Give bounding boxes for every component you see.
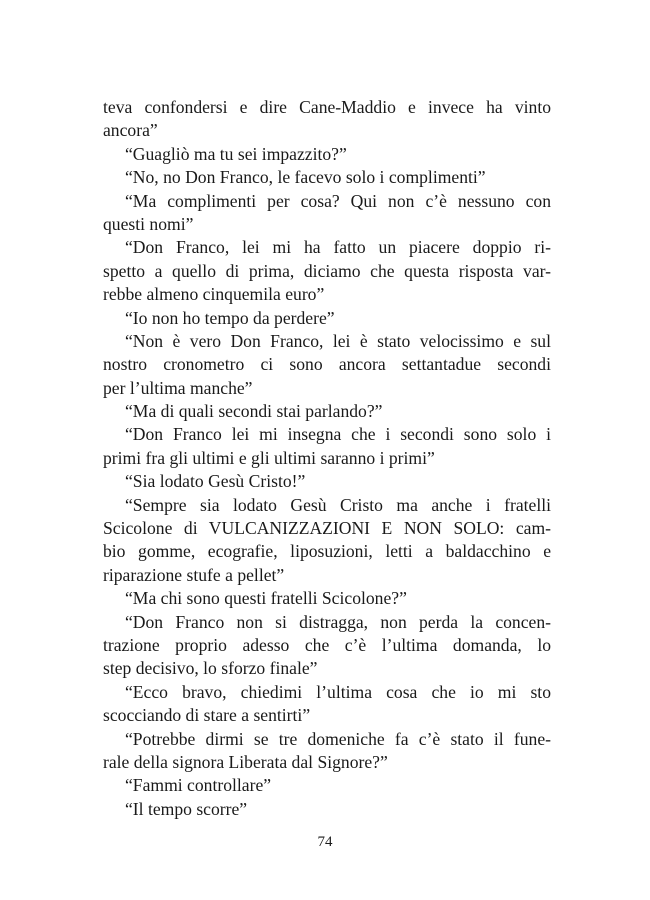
text-line: “No, no Don Franco, le facevo solo i complimenti” (125, 167, 486, 188)
text-line: step decisivo, lo sforzo finale” (103, 658, 318, 679)
text-line: “Ma chi sono questi fratelli Scicolone?” (125, 588, 407, 609)
text-line: “Ma di quali secondi stai parlando?” (125, 401, 383, 422)
page-number: 74 (317, 834, 333, 850)
text-line: rale della signora Liberata dal Signore?” (103, 751, 388, 772)
text-line: “Fammi controllare” (125, 775, 272, 796)
text-line: spetto a quello di prima, diciamo che questa risposta var- (103, 260, 551, 281)
text-line: ancora” (103, 120, 158, 141)
text-line: rebbe almeno cinquemila euro” (103, 284, 325, 305)
text-line: “Io non ho tempo da perdere” (125, 307, 335, 328)
text-line: teva confondersi e dire Cane-Maddio e invece ha vinto (103, 97, 551, 117)
text-line: “Il tempo scorre” (125, 798, 248, 819)
text-line: scocciando di stare a sentirti” (103, 705, 311, 726)
text-line: trazione proprio adesso che c’è l’ultima domanda, lo (103, 634, 551, 655)
text-line: “Sia lodato Gesù Cristo!” (125, 471, 306, 492)
text-line: primi fra gli ultimi e gli ultimi saranno i primi” (103, 447, 435, 468)
text-line: Scicolone di VULCANIZZAZIONI E NON SOLO: cam- (103, 518, 551, 539)
text-line: questi nomi” (103, 213, 194, 234)
text-line: “Don Franco, lei mi ha fatto un piacere doppio ri- (125, 237, 551, 258)
text-line: per l’ultima manche” (103, 377, 253, 398)
text-line: “Don Franco lei mi insegna che i secondi sono solo i (125, 424, 551, 445)
text-line: “Don Franco non si distragga, non perda la concen- (125, 611, 551, 632)
page-body-text (103, 96, 551, 821)
text-line: “Potrebbe dirmi se tre domeniche fa c’è stato il fune- (125, 728, 551, 749)
text-line: riparazione stufe a pellet” (103, 564, 285, 585)
text-line: nostro cronometro ci sono ancora settantadue secondi (103, 354, 551, 375)
text-line: “Sempre sia lodato Gesù Cristo ma anche i fratelli (125, 494, 551, 515)
text-line: “Ecco bravo, chiedimi l’ultima cosa che io mi sto (125, 681, 551, 702)
text-line: “Non è vero Don Franco, lei è stato velocissimo e sul (125, 330, 551, 351)
text-line: “Ma complimenti per cosa? Qui non c’è nessuno con (125, 190, 551, 211)
text-line: “Guagliò ma tu sei impazzito?” (125, 143, 347, 164)
text-line: bio gomme, ecografie, liposuzioni, letti a baldacchino e (103, 541, 551, 562)
